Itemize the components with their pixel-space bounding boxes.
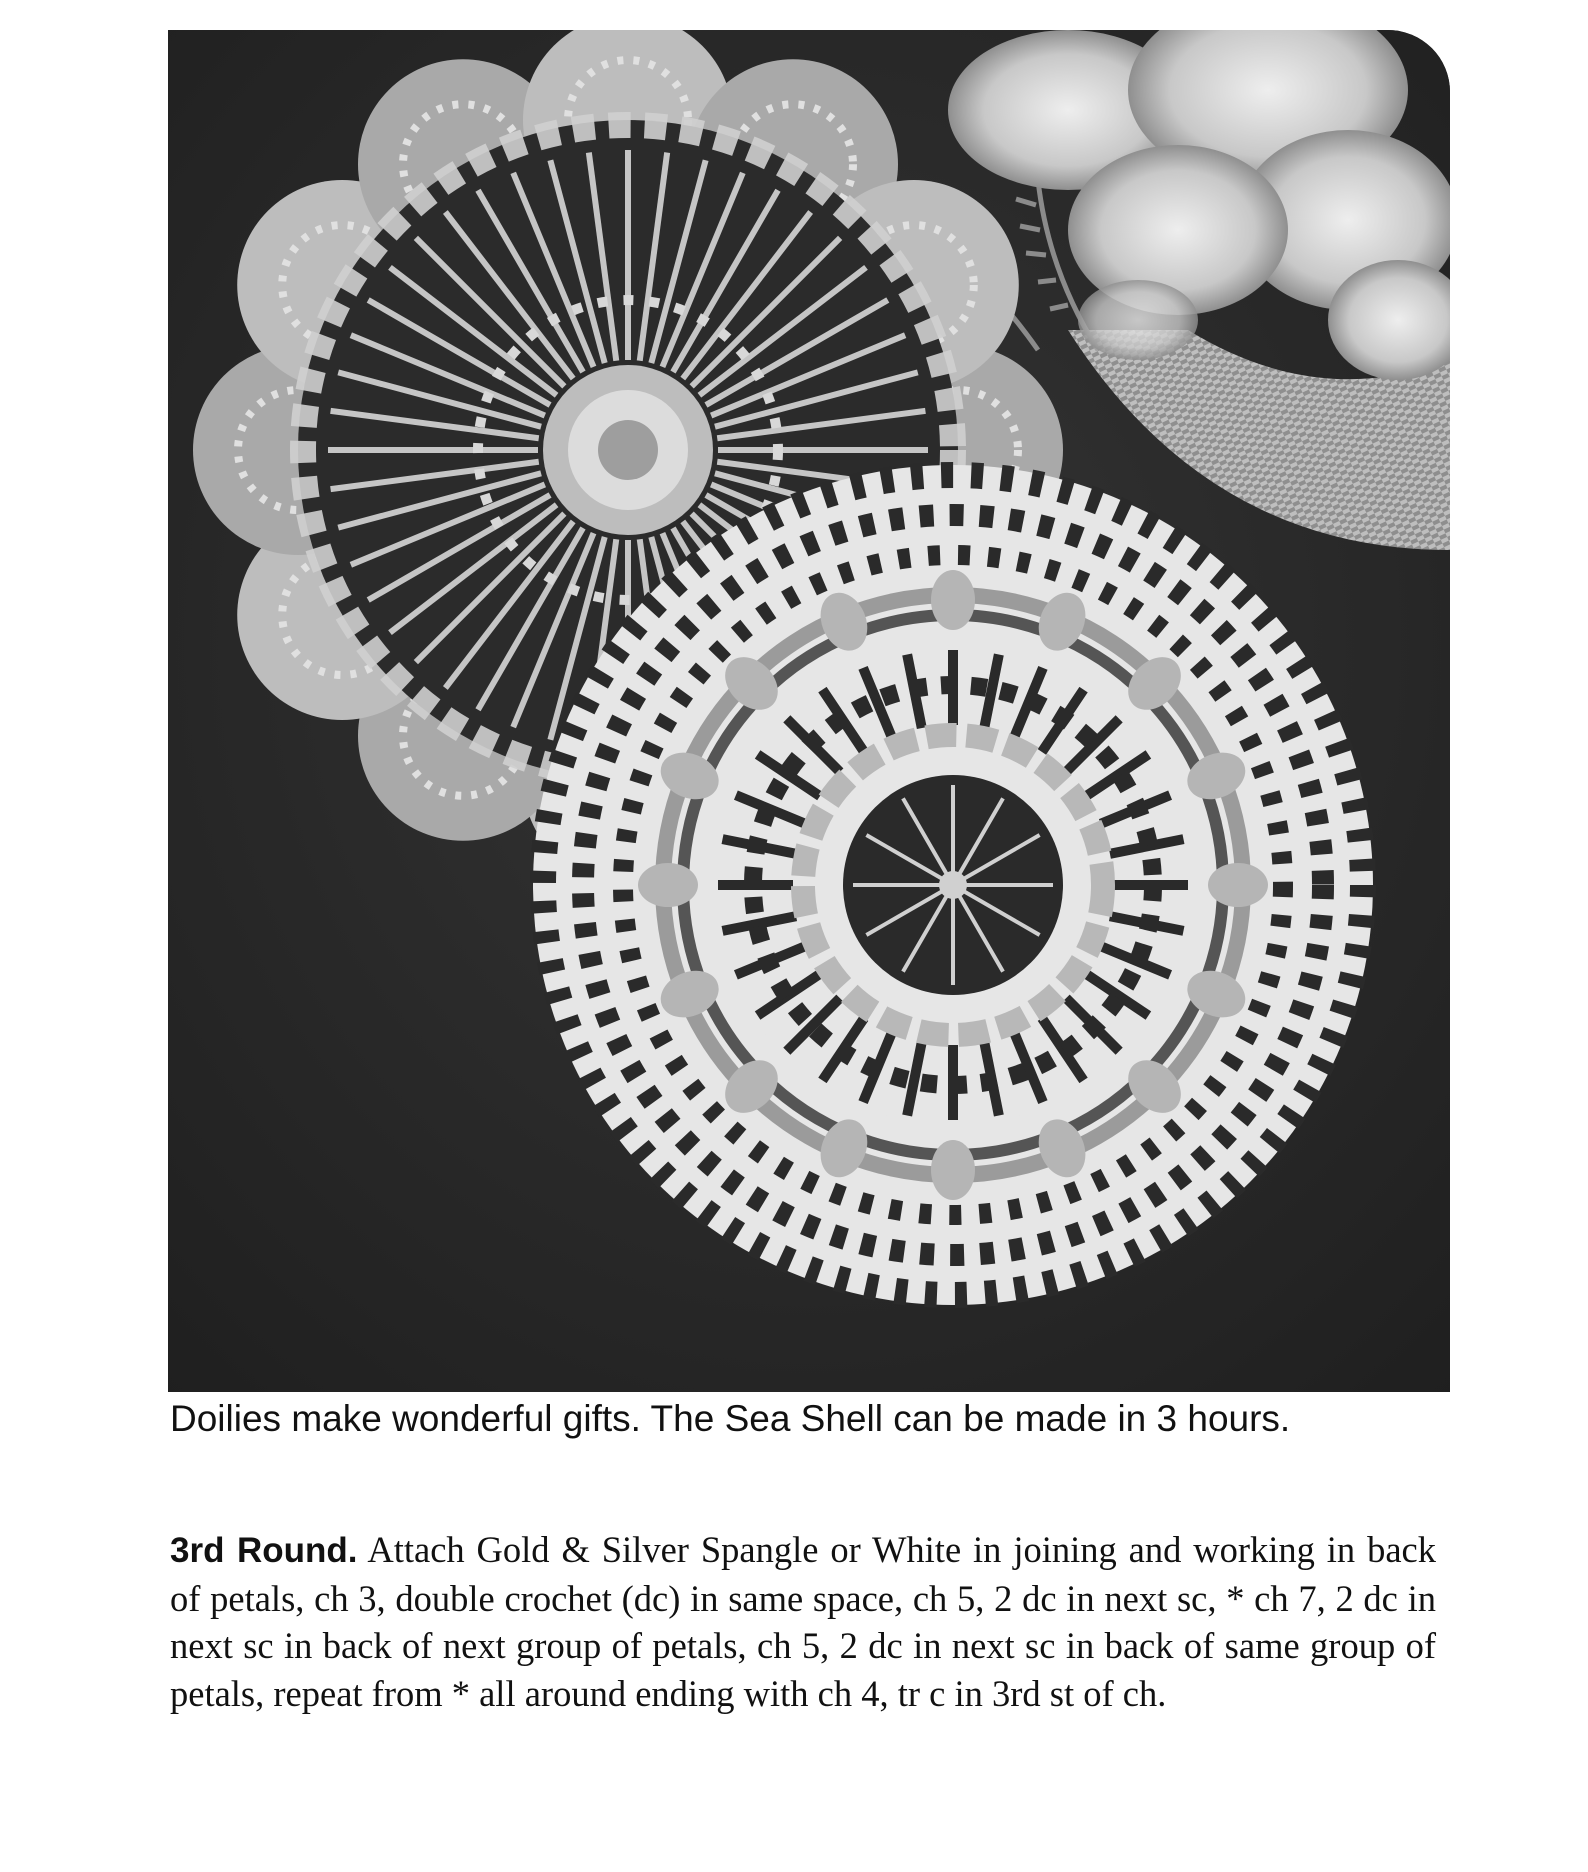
photo-caption: Doilies make wonderful gifts. The Sea Shell can be made in 3 hours. — [170, 1398, 1291, 1439]
round-label: 3rd Round. — [170, 1531, 358, 1570]
doilies-illustration — [168, 30, 1450, 1392]
instructions-text: Attach Gold & Silver Spangle or White in joining and working in back of petals, ch 3, double crochet (dc) in same space, ch 5, 2 dc in next sc, * ch 7, 2 dc in next sc in back of next group of petals, ch 5, 2 dc in next sc in back of same group of petals, repeat from * all around ending with ch 4, tr c in 3rd st of ch. — [170, 1529, 1436, 1714]
doilies-photo — [168, 30, 1450, 1392]
pattern-instructions — [170, 1526, 1436, 1717]
sea-shell-doily — [533, 465, 1373, 1305]
